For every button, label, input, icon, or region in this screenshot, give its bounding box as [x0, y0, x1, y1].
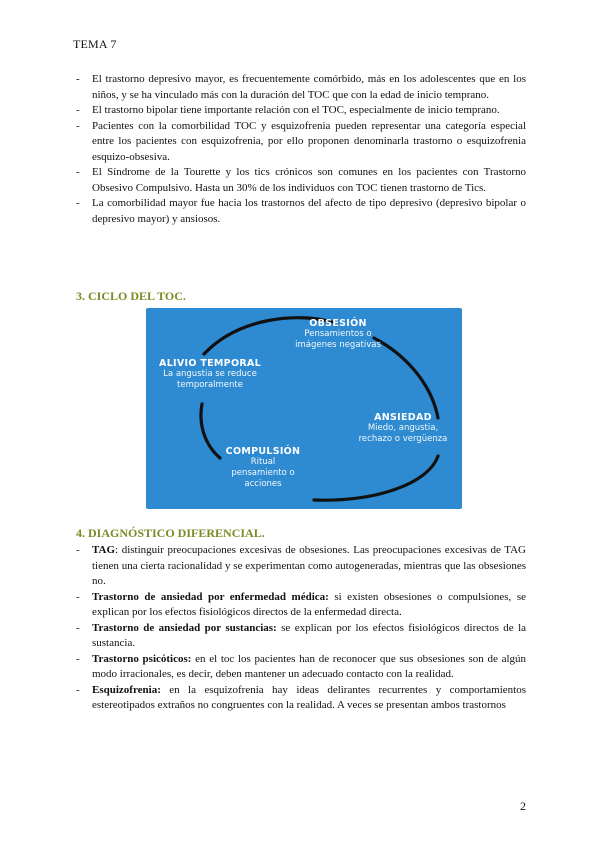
page-header: TEMA 7: [73, 37, 117, 51]
page-number: 2: [520, 799, 526, 813]
toc-cycle-diagram: [146, 308, 462, 509]
cycle-node-obsesion: OBSESIÓN Pensamientos o imágenes negativas: [295, 318, 381, 350]
list-item: - Esquizofrenia: en la esquizofrenia hay ideas delirantes recurrentes y comportamientos estereotipados extraños no congruentes con la realidad. A veces se presentan ambos trastornos: [76, 683, 526, 711]
list-item: - El Síndrome de la Tourette y los tics crónicos son comunes en los pacientes con Trastorno Obsesivo Compulsivo. Hasta un 30% de los individuos con TOC tienen trastorno de Tics.: [76, 166, 526, 194]
list-item: - El trastorno bipolar tiene importante relación con el TOC, especialmente de inicio temprano.: [76, 104, 500, 116]
cycle-node-ansiedad: ANSIEDAD Miedo, angustia, rechazo o vergüenza: [358, 412, 448, 444]
cycle-node-compulsion: COMPULSIÓN Ritual pensamiento o acciones: [225, 446, 301, 489]
list-item: - Trastorno de ansiedad por enfermedad médica: si existen obsesiones o compulsiones, se explican por los efectos fisiológicos directos de la enfermedad directa.: [76, 590, 526, 618]
list-item: - TAG: distinguir preocupaciones excesivas de obsesiones. Las preocupaciones excesivas de TAG tienen una cierta racionalidad y se experimentan como autogeneradas, mientras que las obsesiones no.: [76, 544, 527, 587]
section-heading-diagnostico: 4. DIAGNÓSTICO DIFERENCIAL.: [76, 526, 265, 540]
list-item: - Trastorno psicóticos: en el toc los pacientes han de reconocer que sus obsesiones son de algún modo irracionales, es decir, deben mantener un adecuado contacto con la realidad.: [76, 652, 527, 680]
list-item: - La comorbilidad mayor fue hacia los trastornos del afecto de tipo depresivo (depresivo bipolar o depresivo mayor) y ansiosos.: [76, 197, 526, 225]
comorbidity-list: [76, 72, 526, 227]
cycle-node-alivio: ALIVIO TEMPORAL La angustia se reduce temporalmente: [159, 358, 261, 390]
differential-diagnosis-list: [76, 543, 526, 714]
arc-ansiedad-to-compulsion: [314, 456, 438, 500]
list-item: - Trastorno de ansiedad por sustancias: se explican por los efectos fisiológicos directos de la sustancia.: [76, 621, 527, 649]
list-item: - Pacientes con la comorbilidad TOC y esquizofrenia pueden representar una categoría especial entre los pacientes con esquizofrenia, por ello proponen denominarla trastorno o esquizofrenia esquizo-obsesiva.: [76, 119, 526, 163]
list-item: - El trastorno depresivo mayor, es frecuentemente comórbido, más en los adolescentes que en los niños, y se ha vinculado más con la duración del TOC que con la edad de inicio temprano.: [76, 73, 526, 101]
section-heading-ciclo: 3. CICLO DEL TOC.: [76, 289, 186, 303]
